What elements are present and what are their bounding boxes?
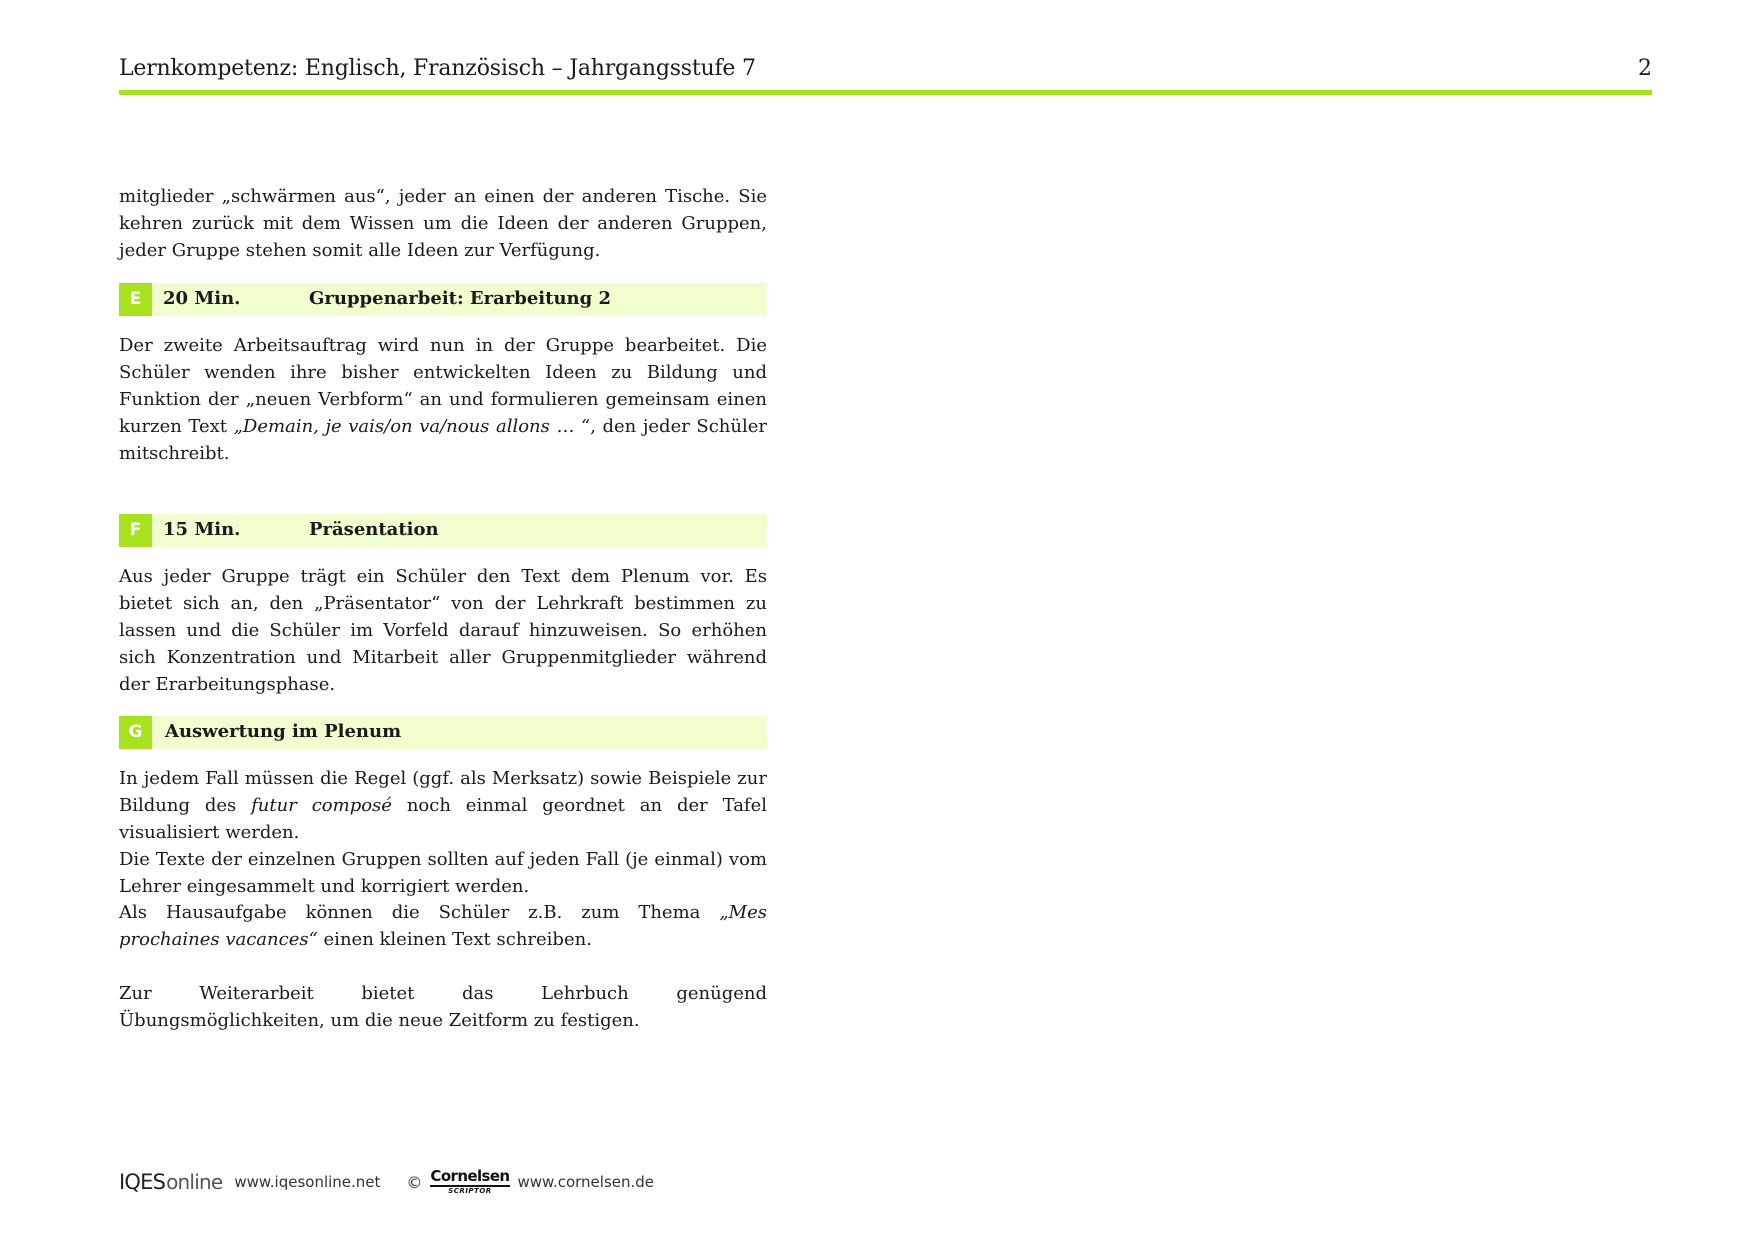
section-title: Gruppenarbeit: Erarbeitung 2 bbox=[309, 288, 611, 310]
section-time: 15 Min. bbox=[163, 519, 241, 541]
cornelsen-logo-text: Cornelsen bbox=[430, 1167, 510, 1185]
section-e-text-before: Der zweite Arbeitsauftrag wird nun in der Gruppe bearbeitet. Die Schüler wenden ihre bisher entwickelten Ideen zu Bildung und Funktion der „neuen Verbform“ an und formulieren gemeinsam einen kurzen Text bbox=[119, 335, 767, 437]
iqes-url-link[interactable]: www.iqesonline.net bbox=[234, 1173, 381, 1191]
section-g-p3-italic: „Mes prochaines vacances“ bbox=[119, 902, 767, 951]
section-g-paragraph-4: Zur Weiterarbeit bietet das Lehrbuch genügend Übungsmöglichkeiten, um die neue Zeitform zu festigen. bbox=[119, 982, 767, 1031]
copyright-symbol: © bbox=[406, 1172, 423, 1192]
section-e-text-italic: „Demain, je vais/on va/nous allons … “ bbox=[233, 415, 591, 437]
section-g-p3-after: einen kleinen Text schreiben. bbox=[317, 929, 592, 951]
page-header bbox=[119, 56, 1652, 88]
iqes-logo-text: IQES bbox=[119, 1170, 166, 1194]
section-letter-badge: G bbox=[119, 716, 152, 749]
section-f-paragraph: Aus jeder Gruppe trägt ein Schüler den Text dem Plenum vor. Es bietet sich an, den „Präsentator“ von der Lehrkraft bestimmen zu lassen und die Schüler im Vorfeld darauf hinzuweisen. So erhöhen sich Konzentration und Mitarbeit aller Gruppenmitglieder während der Erarbeitungsphase. bbox=[119, 566, 767, 695]
section-header-e bbox=[119, 283, 767, 316]
iqes-logo-online-text: online bbox=[166, 1170, 223, 1194]
iqes-online-logo bbox=[119, 1170, 222, 1194]
cornelsen-url-link[interactable]: www.cornelsen.de bbox=[517, 1173, 655, 1191]
section-g-p1-after: noch einmal geordnet an der Tafel visualisiert werden. bbox=[119, 795, 768, 843]
page-footer bbox=[119, 1167, 654, 1197]
section-header-g bbox=[119, 716, 767, 749]
main-content bbox=[119, 184, 767, 1035]
header-rule bbox=[119, 90, 1652, 95]
section-letter-badge: E bbox=[119, 283, 152, 316]
section-letter-badge: F bbox=[119, 514, 152, 547]
section-e-text-after: , den jeder Schüler mitschreibt. bbox=[119, 415, 768, 464]
section-title: Präsentation bbox=[309, 519, 439, 541]
section-time: 20 Min. bbox=[163, 288, 241, 310]
section-header-f bbox=[119, 514, 767, 547]
scriptor-logo-text: SCRIPTOR bbox=[448, 1187, 492, 1195]
header-title: Lernkompetenz: Englisch, Französisch – Jahrgangsstufe 7 bbox=[119, 56, 756, 81]
section-g-paragraph-2: Die Texte der einzelnen Gruppen sollten auf jeden Fall (je einmal) vom Lehrer eingesammelt und korrigiert werden. bbox=[119, 848, 767, 897]
section-title: Auswertung im Plenum bbox=[165, 721, 402, 743]
page-number: 2 bbox=[1638, 56, 1652, 81]
section-g-p1-before: In jedem Fall müssen die Regel (ggf. als Merksatz) sowie Beispiele zur Bildung des bbox=[119, 768, 767, 817]
section-g-p3-before: Als Hausaufgabe können die Schüler z.B. zum Thema bbox=[119, 902, 720, 924]
section-g-paragraph-3 bbox=[119, 900, 767, 954]
section-g-paragraph-1 bbox=[119, 766, 767, 846]
section-e-paragraph bbox=[119, 333, 767, 467]
section-g-p1-italic: futur composé bbox=[251, 795, 392, 817]
cornelsen-scriptor-logo bbox=[430, 1169, 509, 1195]
intro-paragraph: mitglieder „schwärmen aus“, jeder an einen der anderen Tische. Sie kehren zurück mit dem Wissen um die Ideen der anderen Gruppen, jeder Gruppe stehen somit alle Ideen zur Verfügung. bbox=[119, 186, 767, 261]
